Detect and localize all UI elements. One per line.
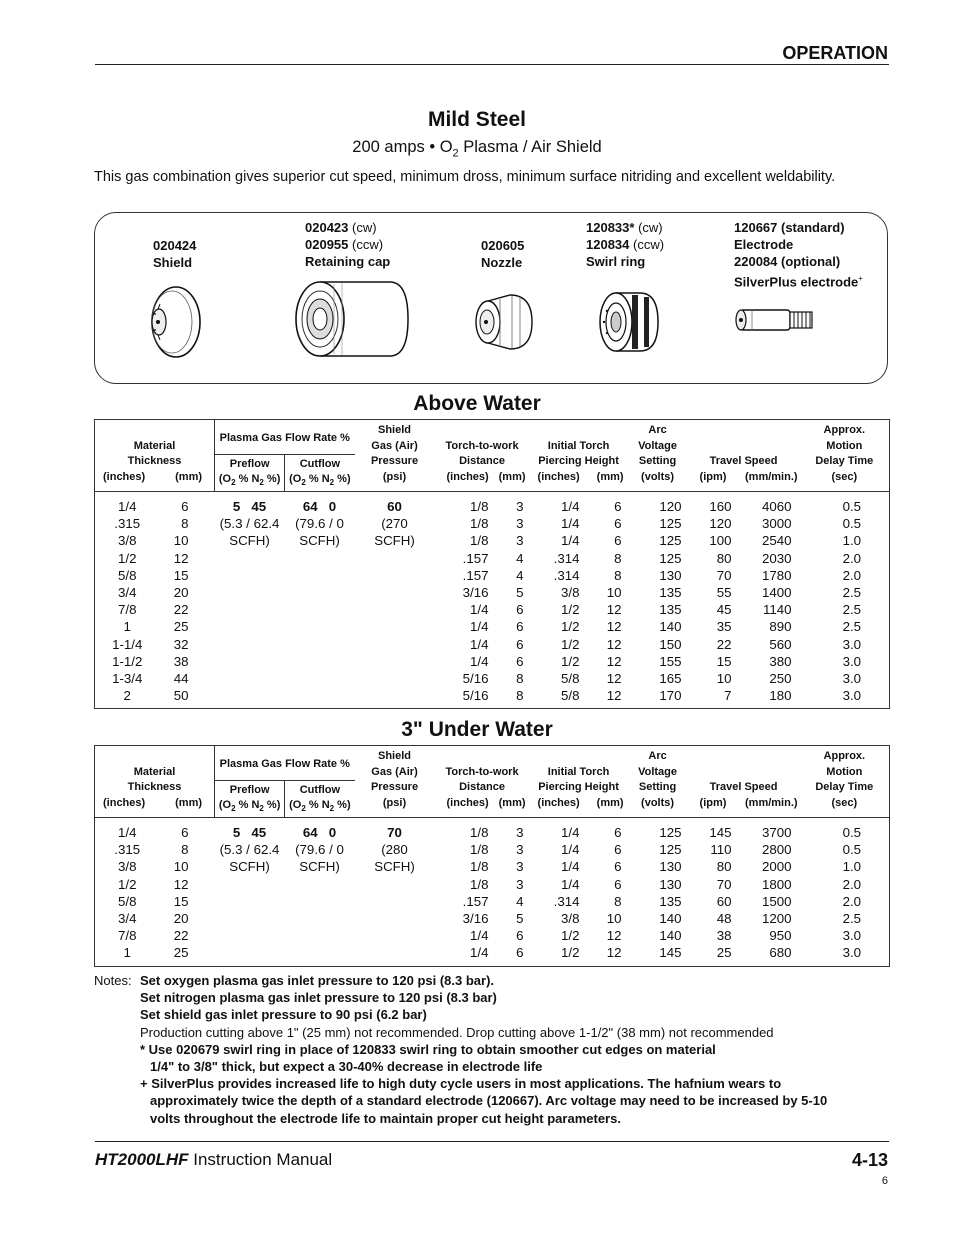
above-water-table: Material Thickness (inches) (mm) Plasma Gas Flow Rate % Preflow ($O_2$ % $N_2$ %) Cutflow ($O_2$ % $N_2$ %) Shield Gas (Air) Pressure (psi) Torch-to-work Distance (inches) (mm) Initial Torch Piercing Height (inches) (mm) Arc Voltage Setting (volts) Travel Speed (ipm) (mm/min.) Approx. Motion Delay Time (sec) 1/4 6 5 45 64 0 60 1/8 3 1/4 6 120 160 4060 0.5 .315 8 (5.3 / 62.4 (79.6 / 0 (270 1/8 3 1/4 6 125 120 3000 0.5 3/8 10 SCFH) SCFH) SCFH) 1/8 3 1/4 6 125 100 2540 1.0 1/2 12 .157 4 .314 8 125 80 2030 2.0 5/8 15 .157 4 .314 8 130 70 1780 2.0 3/4 20 3/16 5 3/8 10 135 55 1400 2.5 7/8 22 1/4 6 1/2 12 135 45 1140 2.5 1 25 1/4 6 1/2 12 140 35 890 2.5 1-1/4 32 1/4 6 1/2 12 150 22 560 3.0 1-1/2 38 1/4 6 1/2 12 155 15 380 3.0 1-3/4 44 5/16 8 5/8 12 165 10 250 3.0 2 50 5/16 8 5/8 12 170 7 180 3.0 bbox=[94, 419, 890, 709]
table-row: 3/8 10 SCFH) SCFH) SCFH) 1/8 3 1/4 6 125 100 2540 1.0 bbox=[118, 533, 862, 549]
table-row: 1/4 6 5 45 64 0 60 1/8 3 1/4 6 120 160 4060 0.5 bbox=[118, 499, 862, 514]
footer-manual-title: HT2000LHF Instruction Manual bbox=[95, 1150, 333, 1169]
table-row: 1-1/4 32 1/4 6 1/2 12 150 22 560 3.0 bbox=[112, 636, 862, 652]
table-row: 7/8 22 1/4 6 1/2 12 140 38 950 3.0 bbox=[118, 928, 862, 944]
table-row: 1/2 12 .157 4 .314 8 125 80 2030 2.0 bbox=[118, 550, 862, 566]
table-row: 3/8 10 SCFH) SCFH) SCFH) 1/8 3 1/4 6 130 80 2000 1.0 bbox=[118, 859, 862, 875]
part-label-shield: 020424 Shield bbox=[153, 238, 197, 270]
notes-label: Notes: bbox=[94, 973, 132, 988]
footer-rule bbox=[95, 1141, 889, 1142]
table-row: 5/8 15 .157 4 .314 8 130 70 1780 2.0 bbox=[118, 567, 862, 583]
part-label-retaining-cap: 020423 (cw) 020955 (ccw) Retaining cap bbox=[305, 220, 391, 269]
above-water-heading: Above Water bbox=[413, 392, 541, 415]
footer-page-number: 4-13 bbox=[851, 1150, 888, 1170]
table-row: 7/8 22 1/4 6 1/2 12 135 45 1140 2.5 bbox=[118, 602, 862, 618]
table-row: 1 25 1/4 6 1/2 12 145 25 680 3.0 bbox=[123, 945, 862, 961]
notes-block: Notes: Set oxygen plasma gas inlet pressure to 120 psi (8.3 bar). Set nitrogen plasma gas inlet pressure to 120 psi (8.3 bar) Set shield gas inlet pressure to 90 psi (6.2 bar) Production cutting above 1" (25 mm) not recommended. Drop cutting above 1-1/2" (38 mm) not recommended * Use 020679 swirl ring in place of 120833 swirl ring to obtain smoother cut edges on material 1/4" to 3/8" thick, but expect a 30-40% decrease in electrode life + SilverPlus provides increased life to high duty cycle users in most applications. The hafnium wears to approximately twice the depth of a standard electrode (120667). Arc voltage may need to be increased by 5-10 volts throughout the electrode life to maintain proper cut height parameters. bbox=[94, 973, 828, 1126]
table-row: 3/4 20 3/16 5 3/8 10 140 48 1200 2.5 bbox=[118, 911, 862, 927]
nozzle-part-icon bbox=[470, 291, 536, 353]
table-row: .315 8 (5.3 / 62.4 (79.6 / 0 (270 1/8 3 1/4 6 125 120 3000 0.5 bbox=[114, 516, 862, 532]
header-rule bbox=[95, 64, 889, 65]
page-title: Mild Steel bbox=[427, 108, 527, 131]
page-subtitle: 200 amps • $O_2$ Plasma / Air Shield bbox=[352, 138, 602, 160]
table-row: 5/8 15 .157 4 .314 8 135 60 1500 2.0 bbox=[118, 893, 862, 909]
table-row: 1 25 1/4 6 1/2 12 140 35 890 2.5 bbox=[123, 619, 862, 635]
under-water-heading: 3" Under Water bbox=[401, 718, 553, 741]
table-row: 2 50 5/16 8 5/8 12 170 7 180 3.0 bbox=[123, 688, 862, 704]
table-row: 1-3/4 44 5/16 8 5/8 12 165 10 250 3.0 bbox=[112, 671, 862, 687]
electrode-part-icon bbox=[732, 305, 814, 335]
section-heading: OPERATION bbox=[782, 43, 888, 63]
table-row: 3/4 20 3/16 5 3/8 10 135 55 1400 2.5 bbox=[118, 585, 862, 601]
table-row: .315 8 (5.3 / 62.4 (79.6 / 0 (280 1/8 3 1/4 6 125 110 2800 0.5 bbox=[114, 842, 862, 858]
table-row: 1/4 6 5 45 64 0 70 1/8 3 1/4 6 125 145 3700 0.5 bbox=[118, 825, 862, 840]
intro-paragraph: This gas combination gives superior cut speed, minimum dross, minimum surface nitriding and excellent weldability. bbox=[94, 169, 836, 185]
under-water-table: Material Thickness (inches) (mm) Plasma Gas Flow Rate % Preflow ($O_2$ % $N_2$ %) Cutflow ($O_2$ % $N_2$ %) Shield Gas (Air) Pressure (psi) Torch-to-work Distance (inches) (mm) Initial Torch Piercing Height (inches) (mm) Arc Voltage Setting (volts) Travel Speed (ipm) (mm/min.) Approx. Motion Delay Time (sec) 1/4 6 5 45 64 0 70 1/8 3 1/4 6 125 145 3700 0.5 .315 8 (5.3 / 62.4 (79.6 / 0 (280 1/8 3 1/4 6 125 110 2800 0.5 3/8 10 SCFH) SCFH) SCFH) 1/8 3 1/4 6 130 80 2000 1.0 1/2 12 1/8 3 1/4 6 130 70 1800 2.0 5/8 15 .157 4 .314 8 135 60 1500 2.0 3/4 20 3/16 5 3/8 10 140 48 1200 2.5 7/8 22 1/4 6 1/2 12 140 38 950 3.0 1 25 1/4 6 1/2 12 145 25 680 3.0 bbox=[94, 745, 890, 967]
part-label-nozzle: 020605 Nozzle bbox=[481, 238, 525, 270]
shield-part-icon bbox=[142, 284, 204, 360]
table-row: 1-1/2 38 1/4 6 1/2 12 155 15 380 3.0 bbox=[112, 653, 862, 669]
table-row: 1/2 12 1/8 3 1/4 6 130 70 1800 2.0 bbox=[118, 876, 862, 892]
swirl-ring-part-icon bbox=[596, 289, 660, 355]
part-label-swirl-ring: 120833* (cw) 120834 (ccw) Swirl ring bbox=[586, 220, 665, 269]
sheet-number: 6 bbox=[881, 1175, 888, 1187]
part-label-electrode: 120667 (standard) Electrode 220084 (optional) SilverPlus electrode+ bbox=[734, 220, 863, 290]
retaining-cap-part-icon bbox=[290, 278, 410, 360]
